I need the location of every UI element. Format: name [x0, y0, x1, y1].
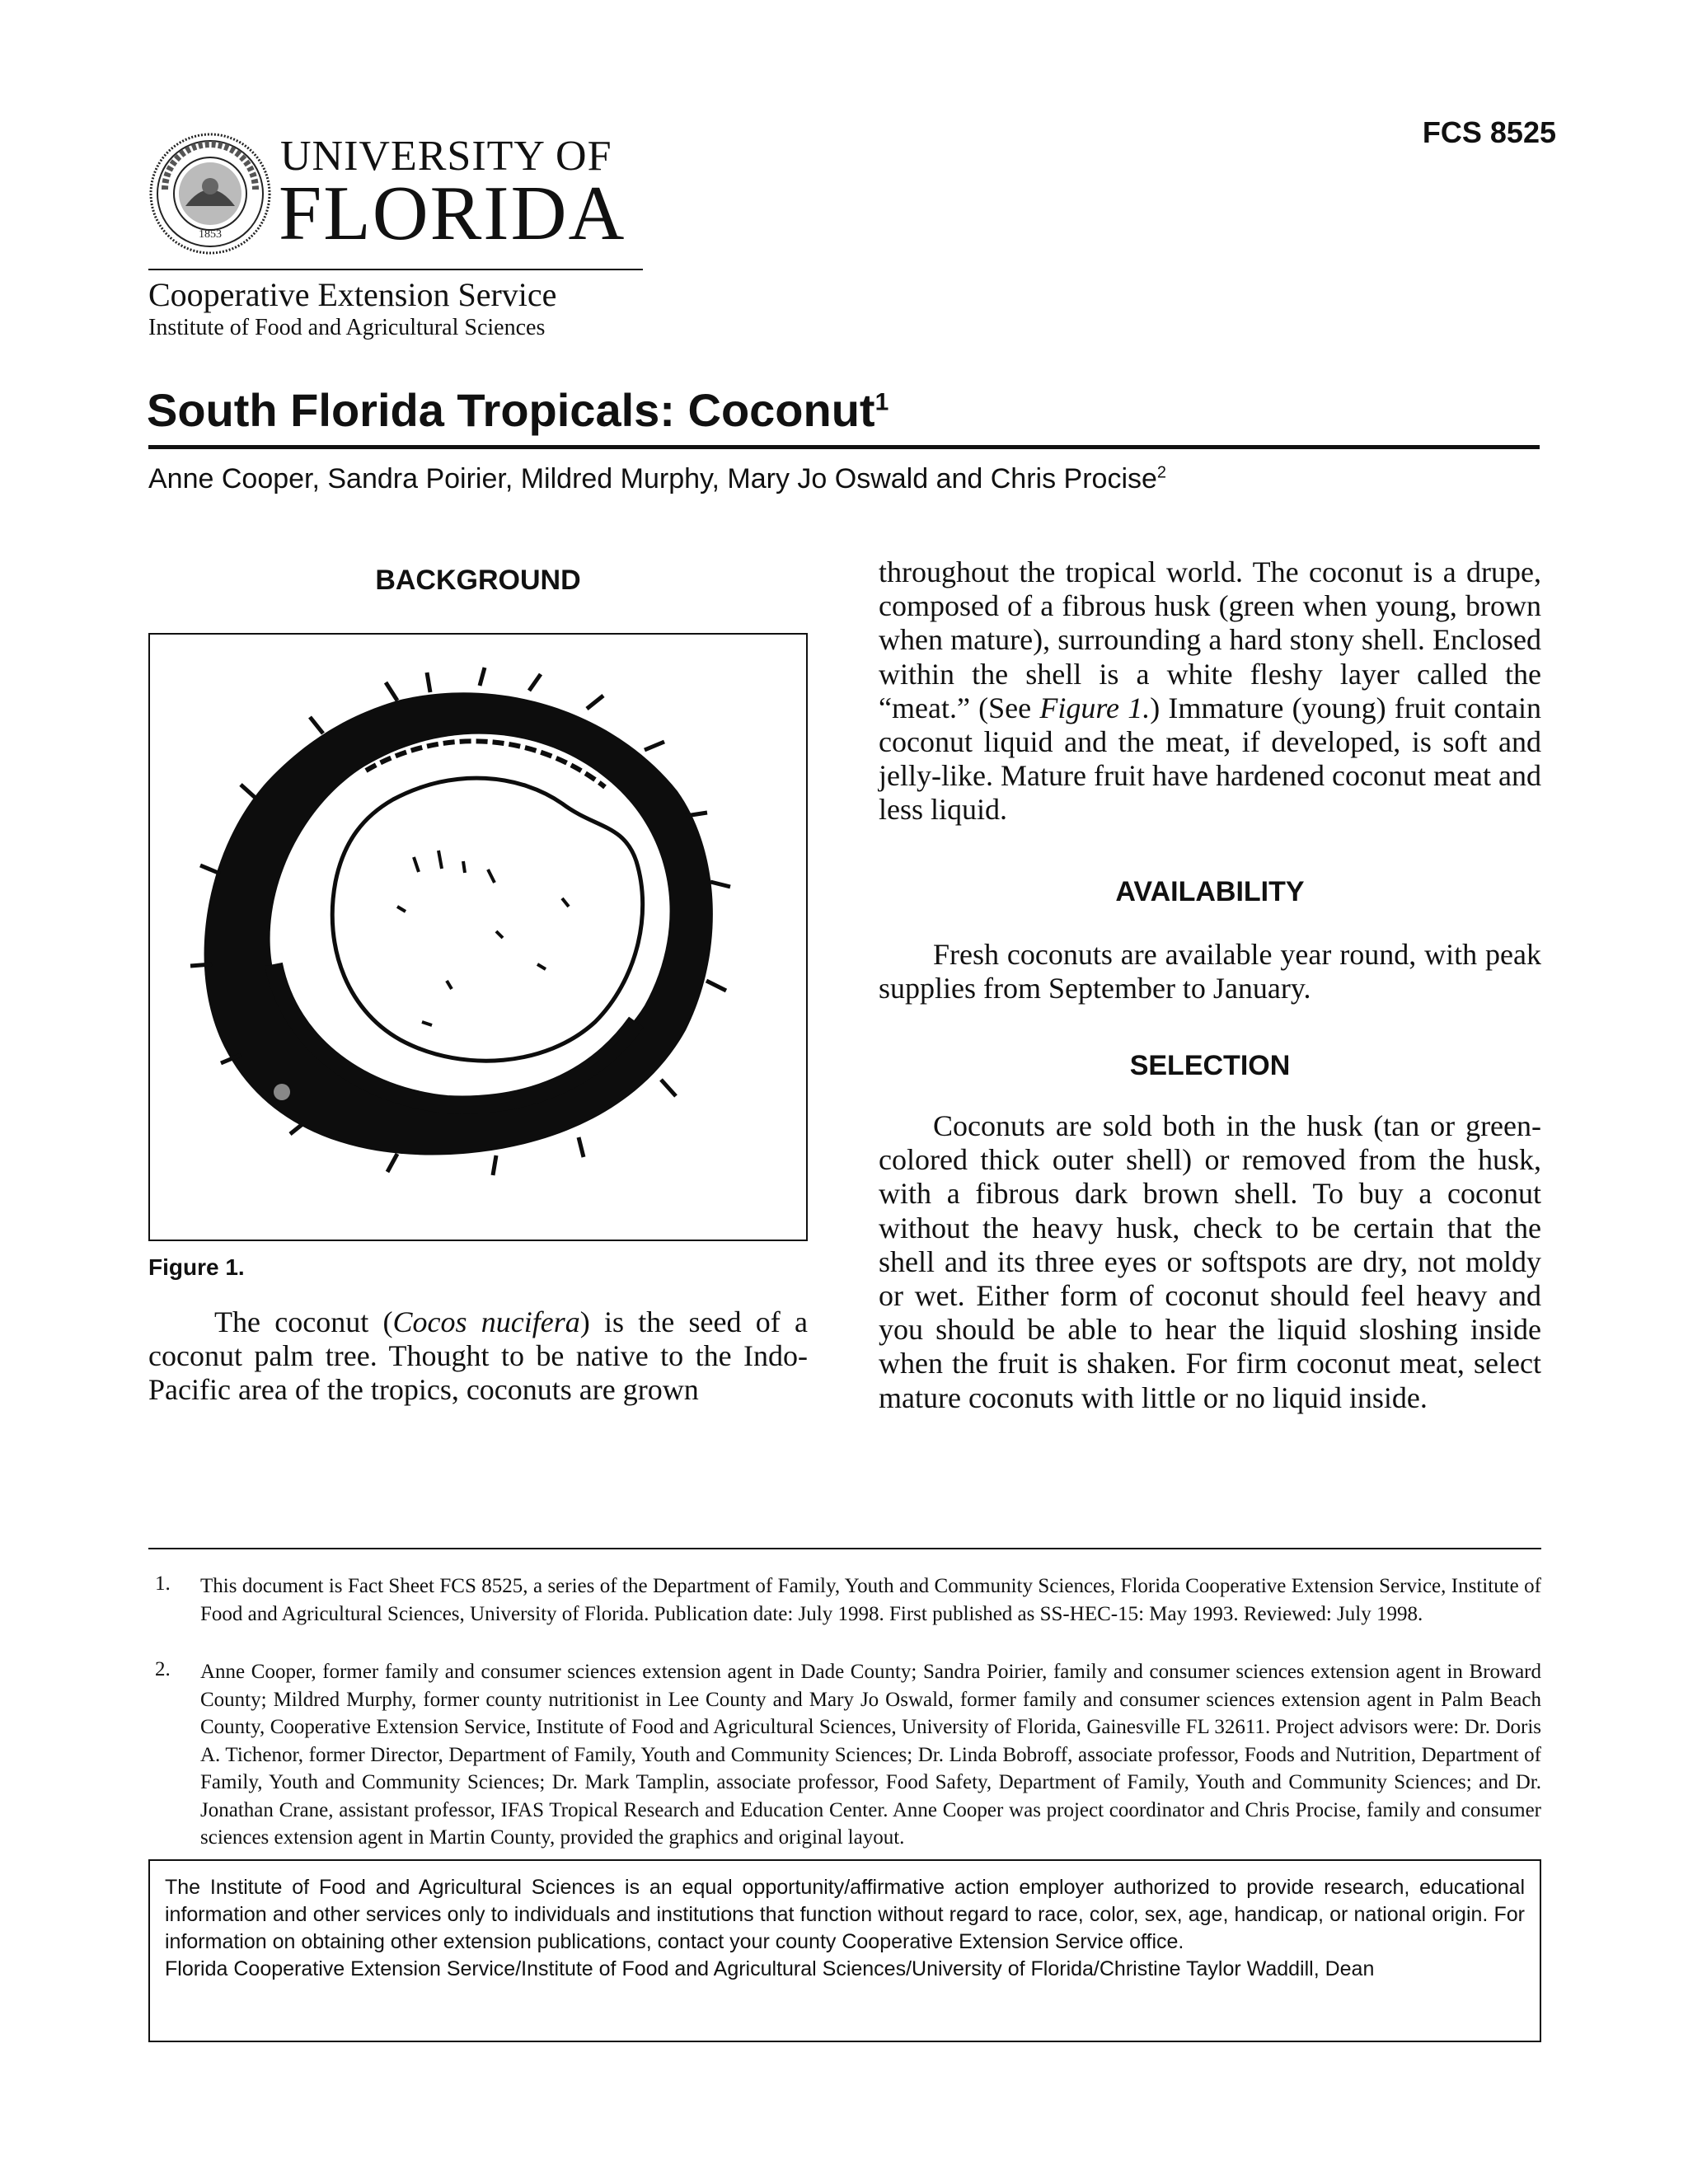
heading-background: BACKGROUND: [375, 565, 581, 596]
figure-reference[interactable]: Figure 1.: [1039, 691, 1151, 724]
logo-institute: Institute of Food and Agricultural Sciences: [148, 315, 546, 340]
author-list: Anne Cooper, Sandra Poirier, Mildred Murphy, Mary Jo Oswald and Chris Procise$^2$: [148, 463, 1167, 494]
footnote-text: Anne Cooper, former family and consumer sciences extension agent in Dade County; Sandra Poirier, family and consumer sciences extension agent in Broward County; Mildred Murphy, former county nutritionist in Lee County and Mary Jo Oswald, former family and consumer sciences extension agent in Palm Beach County, Cooperative Extension Service, Institute of Food and Agricultural Sciences, University of Florida, Gainesville FL 32611. Project advisors were: Dr. Doris A. Tichenor, former Director, Department of Family, Youth and Community Sciences; Dr. Linda Bobroff, associate professor, Foods and Nutrition, Department of Family, Youth and Community Sciences; Dr. Mark Tamplin, associate professor, Food Safety, Department of Family, Youth and Community Sciences; and Dr. Jonathan Crane, assistant professor, IFAS Tropical Research and Education Center. Anne Cooper was project coordinator and Chris Procise, family and consumer sciences extension agent in Martin County, provided the graphics and original layout.: [200, 1661, 1541, 1849]
footnote-divider: [148, 1548, 1541, 1549]
footnote-number: 2.: [155, 1658, 171, 1680]
logo-divider: [148, 269, 643, 270]
institution-credit: Florida Cooperative Extension Service/Institute of Food and Agricultural Sciences/University of Florida/Christine Taylor Waddill, Dean: [165, 1957, 1375, 1980]
document-number: FCS 8525: [1422, 115, 1556, 149]
seal-year: 1853: [199, 228, 222, 241]
figure-caption: Figure 1.: [148, 1254, 245, 1280]
equal-opportunity-box: [148, 1859, 1541, 2042]
heading-availability: AVAILABILITY: [1115, 876, 1305, 907]
logo-cooperative-extension: Cooperative Extension Service: [148, 276, 557, 313]
university-seal-logo: [148, 132, 272, 255]
logo-university-of: UNIVERSITY OF: [280, 133, 612, 180]
footnote-number: 1.: [155, 1572, 171, 1595]
equal-opportunity-statement: The Institute of Food and Agricultural Sciences is an equal opportunity/affirmative action employer authorized to provide research, educational information and other services only to individuals and institutions that function without regard to race, color, sex, age, handicap, or national origin. For information on obtaining other extension publications, contact your county Cooperative Extension Service office.: [165, 1876, 1525, 1953]
selection-paragraph: Coconuts are sold both in the husk (tan or green-colored thick outer shell) or removed from the husk, with a fibrous dark brown shell. To buy a coconut without the heavy husk, check to be certain that the shell and its three eyes or softspots are dry, not moldy or wet. Either form of coconut should feel heavy and you should be able to hear the liquid sloshing inside when the fruit is shaken. For firm coconut meat, select mature coconuts with little or no liquid inside.: [879, 1109, 1541, 1414]
figure-coconut: [148, 633, 808, 1241]
title-footnote-ref[interactable]: 1: [874, 388, 889, 416]
authors-footnote-ref[interactable]: 2: [1156, 463, 1167, 482]
background-paragraph: The coconut (Cocos nucifera) is the seed of a coconut palm tree. Thought to be native to the Indo-Pacific area of the tropics, coconuts are grown: [148, 1305, 808, 1407]
heading-selection: SELECTION: [1129, 1050, 1291, 1081]
coconut-illustration: [150, 635, 806, 1240]
footnote-text: This document is Fact Sheet FCS 8525, a series of the Department of Family, Youth and Community Sciences, Florida Cooperative Extension Service, Institute of Food and Agricultural Sciences, University of Florida. Publication date: July 1998. First published as SS-HEC-15: May 1993. Reviewed: July 1998.: [200, 1575, 1541, 1625]
logo-florida: FLORIDA: [279, 171, 626, 256]
scientific-name: Cocos nucifera: [392, 1305, 580, 1338]
background-paragraph-continued: throughout the tropical world. The coconut is a drupe, composed of a fibrous husk (green when young, brown when mature), surrounding a hard stony shell. Enclosed within the shell is a white fleshy layer called the “meat.” (See Figure 1.) Immature (young) fruit contain coconut liquid and the meat, if developed, is soft and jelly-like. Mature fruit have hardened coconut meat and less liquid.: [879, 555, 1541, 827]
title-divider: [148, 445, 1540, 449]
coconut-meat: [332, 778, 642, 1061]
availability-paragraph: Fresh coconuts are available year round, with peak supplies from September to January.: [879, 938, 1541, 1005]
page-title: South Florida Tropicals: Coconut$^1$: [147, 384, 889, 436]
